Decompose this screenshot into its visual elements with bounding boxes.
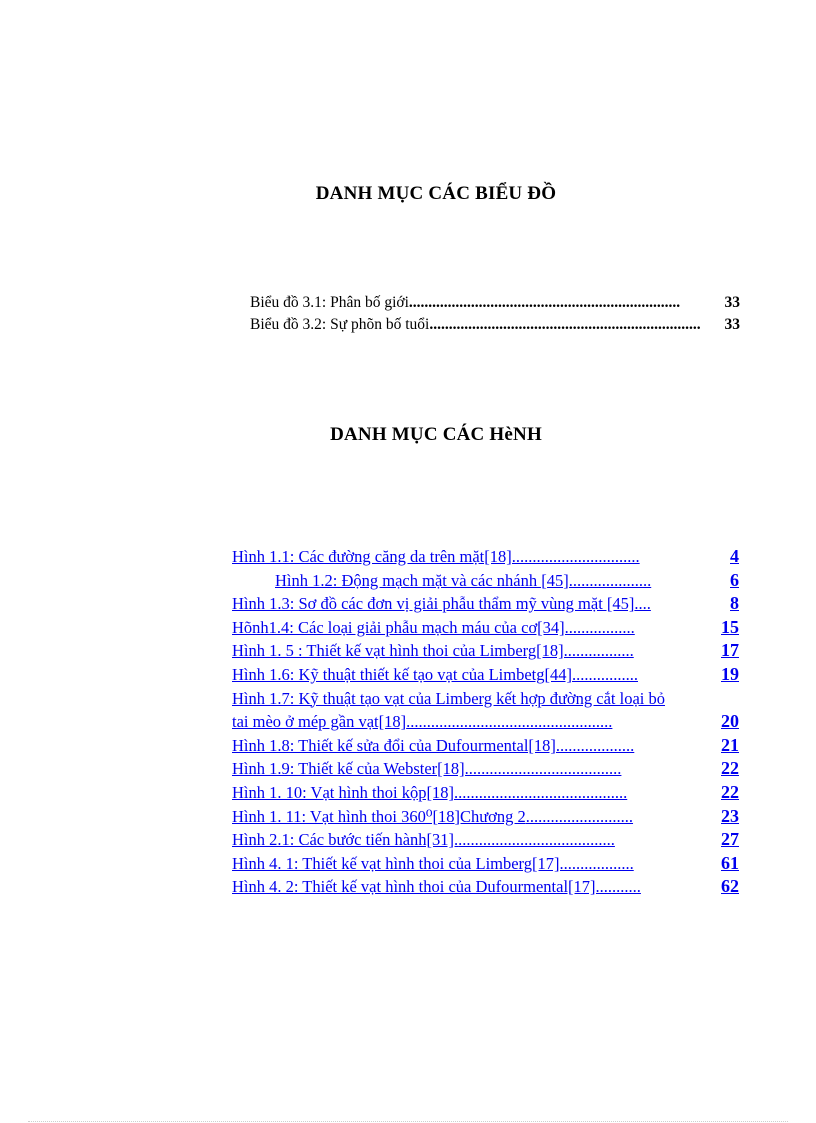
figure-link-page: 61 <box>721 852 739 873</box>
figure-link-label: Hình 4. 2: Thiết kế vạt hình thoi của Dufourmental[17] <box>232 877 596 897</box>
figure-link-leader: .......................... <box>525 806 634 826</box>
chart-entry <box>250 292 740 314</box>
figure-link-page: 27 <box>721 829 739 850</box>
figure-link-label: Hình 1. 5 : Thiết kế vạt hình thoi của Limberg[18] <box>232 641 564 661</box>
figure-link-leader: ................... <box>555 735 635 755</box>
figure-link-label: tai mèo ở mép gần vạt[18] <box>232 712 407 732</box>
figure-link[interactable] <box>232 663 739 687</box>
figure-link-page: 62 <box>721 876 739 897</box>
figure-link-label: Hình 1. 11: Vạt hình thoi 360⁰[18]Chương 2 <box>232 806 526 826</box>
figure-link-leader: .................... <box>568 570 652 590</box>
chart-entry-label: Biểu đồ 3.1: Phân bố giới <box>250 294 409 311</box>
figure-link-page: 15 <box>721 616 739 637</box>
figure-link-leader: ........... <box>595 877 641 897</box>
figure-link[interactable] <box>232 805 739 829</box>
figure-link-label: Hình 1. 10: Vạt hình thoi kộp[18] <box>232 782 454 802</box>
figure-link-label: Hình 1.6: Kỹ thuật thiết kế tạo vạt của Limbetg[44] <box>232 664 572 684</box>
figure-link[interactable] <box>232 710 739 734</box>
figure-link[interactable] <box>232 828 739 852</box>
figure-link-leader: .................. <box>559 853 634 873</box>
figure-link[interactable] <box>232 616 739 640</box>
figure-link-label: Hình 1.1: Các đường căng da trên mặt[18] <box>232 547 512 566</box>
chart-entry-leader: ...................................................................... <box>408 294 681 311</box>
figure-link-label: Hình 1.8: Thiết kế sửa đổi của Dufourmental[18] <box>232 735 556 755</box>
figure-link-label: Hình 1.3: Sơ đồ các đơn vị giải phẫu thẩm mỹ vùng mặt [45] <box>232 594 635 614</box>
figure-link-label: Hình 1.2: Động mạch mặt và các nhánh [45] <box>275 570 569 590</box>
figure-link-label: Hình 4. 1: Thiết kế vạt hình thoi của Limberg[17] <box>232 853 560 873</box>
figure-link-leader: ............................... <box>511 547 640 566</box>
figure-link-label: Hình 1.9: Thiết kế của Webster[18] <box>232 759 465 779</box>
figure-link-page: 8 <box>730 593 739 614</box>
figure-link-page: 21 <box>721 734 739 755</box>
chart-entry <box>250 314 740 336</box>
figure-link-leader: .... <box>634 594 651 614</box>
figure-link-page: 20 <box>721 711 739 732</box>
chart-entry-label: Biểu đồ 3.2: Sự phõn bố tuổi <box>250 316 430 333</box>
figure-link[interactable] <box>232 734 739 758</box>
chart-entry-leader: ...................................................................... <box>429 316 701 333</box>
figure-link[interactable] <box>232 781 739 805</box>
figure-link[interactable] <box>232 757 739 781</box>
figure-link[interactable] <box>232 875 739 899</box>
figure-link-leader: .................................................. <box>406 712 613 732</box>
figure-link-label: Hõnh1.4: Các loại giải phẫu mạch máu của cơ[34] <box>232 617 565 637</box>
figure-link-leader: .......................................... <box>453 782 628 802</box>
figure-link-leader: ...................................... <box>464 759 622 779</box>
figure-link-leader: ................ <box>572 664 638 684</box>
chart-list <box>250 292 740 336</box>
figure-link-page: 4 <box>730 546 739 566</box>
figure-link-label: Hình 1.7: Kỹ thuật tạo vạt của Limberg kết hợp đường cắt loại bỏ <box>232 688 665 708</box>
charts-heading: DANH MỤC CÁC BIỂU ĐỒ <box>315 183 557 204</box>
figures-heading: DANH MỤC CÁC HèNH <box>330 424 542 445</box>
figure-link-label: Hình 2.1: Các bước tiến hành[31]. <box>232 830 459 850</box>
figure-link-leader: ...................................... <box>458 830 615 850</box>
figure-link[interactable] <box>232 852 739 876</box>
chart-entry-page: 33 <box>724 294 740 311</box>
chart-entry-page: 33 <box>724 316 740 333</box>
figure-link[interactable] <box>232 545 739 569</box>
figure-link-leader: ................. <box>563 641 634 661</box>
figure-link-leader: ................. <box>564 617 635 637</box>
page-bottom-divider <box>28 1121 788 1122</box>
figure-link[interactable] <box>232 592 739 616</box>
figure-link[interactable] <box>232 687 739 711</box>
figure-link-page: 22 <box>721 758 739 779</box>
figure-list <box>232 545 739 899</box>
figure-link[interactable] <box>232 569 739 593</box>
figure-link-page: 23 <box>721 805 739 826</box>
figure-link-page: 22 <box>721 781 739 802</box>
figure-link-page: 6 <box>730 569 739 590</box>
figure-link-page: 19 <box>721 663 739 684</box>
figure-link-page: 17 <box>721 640 739 661</box>
figure-link[interactable] <box>232 639 739 663</box>
